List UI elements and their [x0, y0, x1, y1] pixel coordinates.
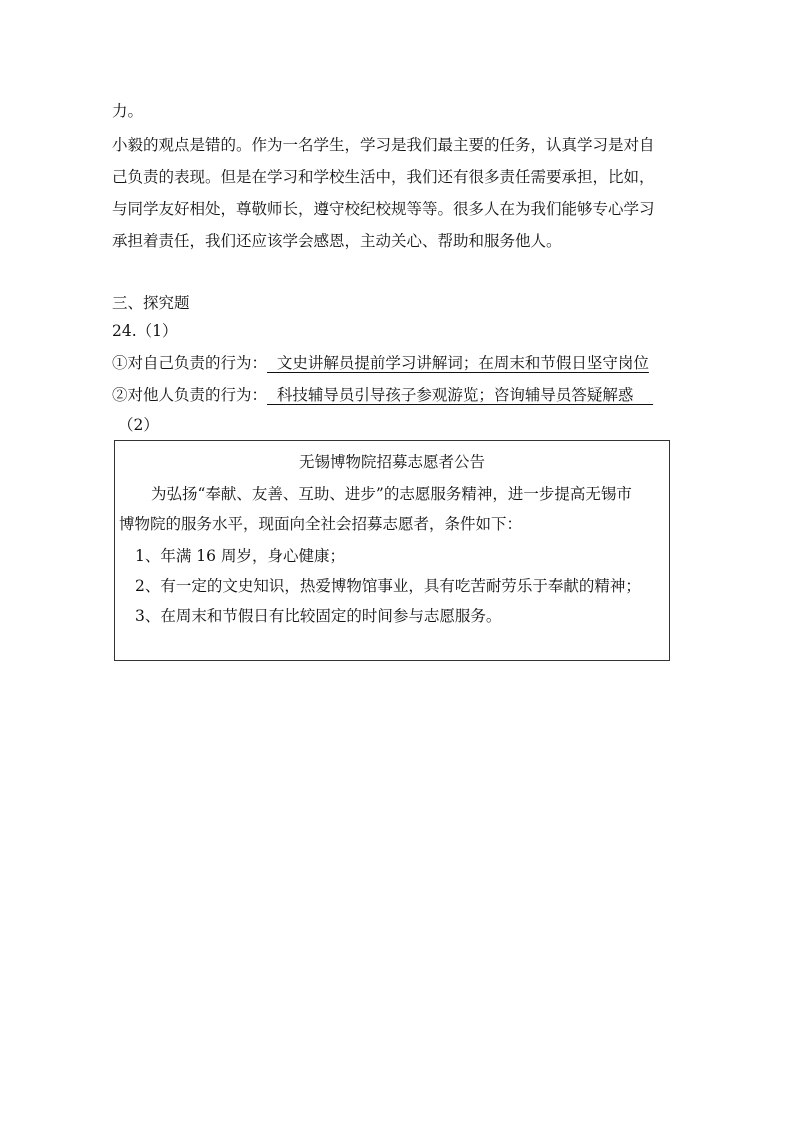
question-number: 24.（1）: [112, 322, 178, 340]
answer-paragraph-line-3: 与同学友好相处，尊敬师长，遵守校纪校规等等。很多人在为我们能够专心学习: [112, 200, 655, 218]
sub-question-number: （2）: [118, 416, 159, 434]
notice-intro-line-1: 为弘扬“奉献、友善、互助、进步”的志愿服务精神，进一步提高无锡市: [151, 485, 632, 503]
notice-condition-2: 2、有一定的文史知识，热爱博物馆事业，具有吃苦耐劳乐于奉献的精神；: [135, 577, 641, 595]
self-responsibility-answer: 文史讲解员提前学习讲解词；在周末和节假日坚守岗位: [267, 354, 649, 372]
answer-paragraph-line-1: 小毅的观点是错的。作为一名学生，学习是我们最主要的任务，认真学习是对自: [112, 136, 655, 154]
volunteer-notice-box: [114, 440, 670, 661]
others-responsibility-label: ②对他人负责的行为：: [112, 386, 268, 404]
notice-intro-line-2: 博物院的服务水平，现面向全社会招募志愿者，条件如下：: [119, 515, 523, 533]
self-responsibility-label: ①对自己负责的行为：: [112, 354, 268, 372]
continuation-text: 力。: [112, 102, 144, 120]
self-responsibility-line: [112, 352, 649, 374]
section-heading: 三、探究题: [112, 294, 190, 312]
answer-paragraph-line-4: 承担着责任，我们还应该学会感恩，主动关心、帮助和服务他人。: [112, 232, 562, 250]
others-responsibility-line: [112, 384, 653, 406]
notice-condition-3: 3、在周末和节假日有比较固定的时间参与志愿服务。: [135, 607, 502, 625]
others-responsibility-answer: 科技辅导员引导孩子参观游览；咨询辅导员答疑解惑: [267, 386, 654, 404]
notice-title: 无锡博物院招募志愿者公告: [298, 453, 485, 471]
answer-paragraph-line-2: 己负责的表现。但是在学习和学校生活中，我们还有很多责任需要承担，比如，: [112, 168, 655, 186]
notice-condition-1: 1、年满 16 周岁，身心健康；: [135, 547, 345, 565]
